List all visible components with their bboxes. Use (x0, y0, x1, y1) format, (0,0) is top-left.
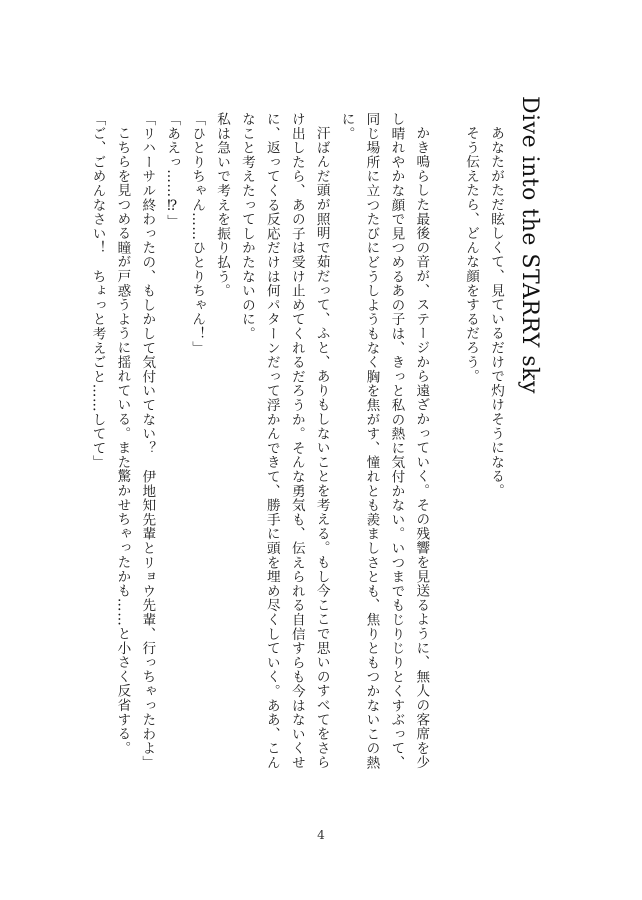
dialogue-line: 「リハーサル終わったの、もしかして気付いてない？ 伊地知先輩とリョウ先輩、行っちゃったわよ」 (139, 112, 156, 770)
body-text (89, 112, 508, 782)
page-number: 4 (317, 828, 325, 842)
paragraph: そう伝えたら、どんな顔をするだろう。 (463, 125, 480, 383)
paragraph: あなたがただ眩しくて、見ているだけで灼けそうになる。 (488, 125, 504, 498)
chapter-title: Dive into the STARRY sky (517, 96, 542, 394)
paragraph: 私は急いで考えを振り払う。 (214, 112, 231, 298)
paragraph: こちらを見つめる瞳が戸惑うように揺れている。また驚かせちゃったかも……と小さく反省する。 (114, 125, 131, 755)
paragraph: 汗ばんだ頭が照明で茹だって、ふと、ありもしないことを考える。もし今ここで思いのすべてをさらけ出したら、あの子は受け止めてくれるだろうか。そんな勇気も、伝えられる自信すらも今はないくせに、返ってくる反応だけは何パターンだって浮かんできて、勝手に頭を埋め尽くしていく。ああ、こんなこと考えたってしかたないのに。 (238, 112, 330, 770)
dialogue-line: 「ひとりちゃん……ひとりちゃん！」 (189, 112, 206, 356)
paragraph: かき鳴らした最後の音が、ステージから遠ざかっていく。その残響を見送るように、無人の客席を少し晴れやかな顔で見つめるあの子は、きっと私の熱に気付かない。いつまでもじりじりとくすぶって、同じ場所に立つたびにどうしようもなく胸を焦がす、憧れとも羨ましさとも、焦りともつかないこの熱に。 (338, 112, 430, 770)
dialogue-line: 「あえっ……⁉」 (164, 112, 181, 229)
dialogue-line: 「ご、ごめんなさい！ ちょっと考えごと……してて」 (89, 112, 106, 470)
